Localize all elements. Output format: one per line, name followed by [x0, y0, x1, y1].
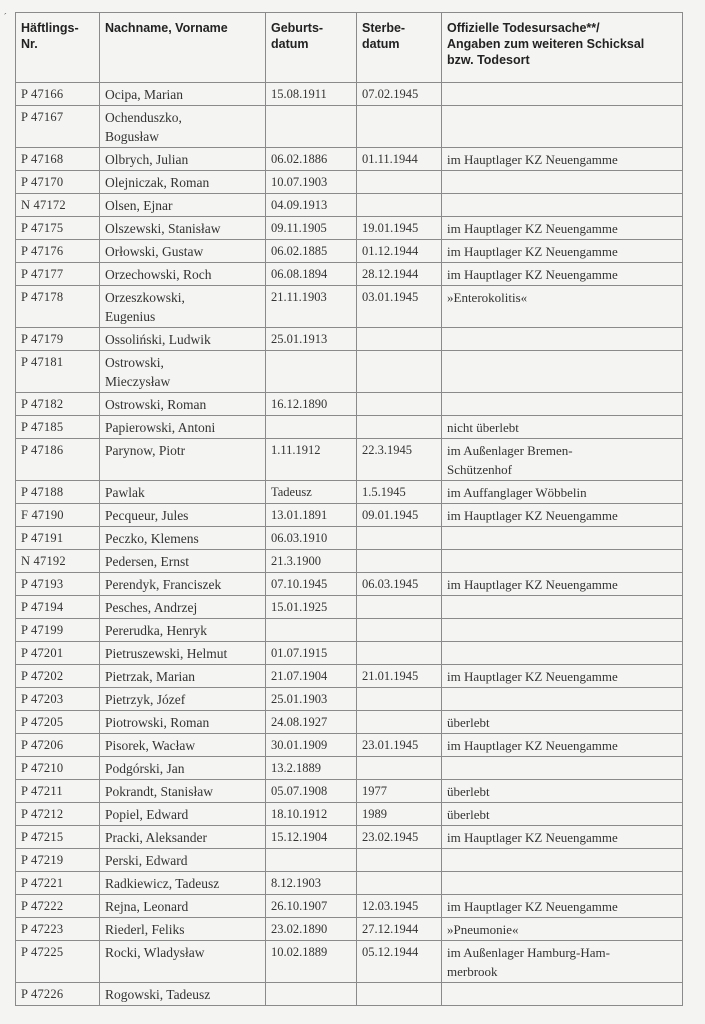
birth-date-cell: 15.01.1925 [266, 596, 357, 619]
birth-date-cell: 30.01.1909 [266, 734, 357, 757]
name-cell: Orzeszkowski, Eugenius [100, 286, 266, 328]
cause-fate-cell: nicht überlebt [442, 416, 683, 439]
prisoner-number-cell: P 47206 [16, 734, 100, 757]
birth-date-cell: 15.08.1911 [266, 83, 357, 106]
table-row [16, 642, 683, 665]
table-row [16, 734, 683, 757]
table-row [16, 504, 683, 527]
birth-date-cell: 09.11.1905 [266, 217, 357, 240]
cause-fate-cell [442, 171, 683, 194]
prisoner-number-cell: P 47186 [16, 439, 100, 481]
name-cell: Olbrych, Julian [100, 148, 266, 171]
prisoner-number-cell: P 47222 [16, 895, 100, 918]
table-row [16, 983, 683, 1006]
birth-date-cell: 18.10.1912 [266, 803, 357, 826]
cause-fate-cell [442, 527, 683, 550]
birth-date-cell: 1.11.1912 [266, 439, 357, 481]
name-cell: Ostrowski, Roman [100, 393, 266, 416]
prisoner-number-cell: P 47194 [16, 596, 100, 619]
prisoner-number-cell: P 47177 [16, 263, 100, 286]
cause-fate-cell: im Außenlager Bremen- Schützenhof [442, 439, 683, 481]
cause-fate-cell [442, 872, 683, 895]
cause-fate-cell [442, 757, 683, 780]
header-label: Nachname, Vorname [105, 21, 228, 35]
table-row [16, 895, 683, 918]
table-row [16, 263, 683, 286]
death-date-cell [357, 642, 442, 665]
cause-fate-cell [442, 642, 683, 665]
death-date-cell: 23.02.1945 [357, 826, 442, 849]
cause-fate-cell [442, 106, 683, 148]
table-row [16, 573, 683, 596]
prisoner-number-cell: P 47179 [16, 328, 100, 351]
birth-date-cell [266, 983, 357, 1006]
death-date-cell [357, 328, 442, 351]
prisoner-number-cell: P 47221 [16, 872, 100, 895]
prisoner-number-cell: P 47201 [16, 642, 100, 665]
birth-date-cell: 10.07.1903 [266, 171, 357, 194]
prisoner-number-cell: N 47172 [16, 194, 100, 217]
death-date-cell [357, 550, 442, 573]
prisoner-number-cell: P 47199 [16, 619, 100, 642]
table-row [16, 803, 683, 826]
birth-date-cell: 06.02.1885 [266, 240, 357, 263]
name-cell: Pedersen, Ernst [100, 550, 266, 573]
birth-date-cell [266, 849, 357, 872]
name-cell: Parynow, Piotr [100, 439, 266, 481]
death-date-cell: 1977 [357, 780, 442, 803]
name-cell: Perendyk, Franciszek [100, 573, 266, 596]
birth-date-cell: 06.08.1894 [266, 263, 357, 286]
birth-date-cell: 21.3.1900 [266, 550, 357, 573]
prisoner-number-cell: P 47181 [16, 351, 100, 393]
birth-date-cell [266, 106, 357, 148]
table-row [16, 481, 683, 504]
prisoner-number-cell: P 47212 [16, 803, 100, 826]
name-cell: Pietrzak, Marian [100, 665, 266, 688]
table-row [16, 619, 683, 642]
name-cell: Pietruszewski, Helmut [100, 642, 266, 665]
cause-fate-cell: »Enterokolitis« [442, 286, 683, 328]
prisoner-number-cell: P 47203 [16, 688, 100, 711]
birth-date-cell: 05.07.1908 [266, 780, 357, 803]
death-date-cell [357, 872, 442, 895]
name-cell: Olszewski, Stanisław [100, 217, 266, 240]
name-cell: Olsen, Ejnar [100, 194, 266, 217]
birth-date-cell: 21.11.1903 [266, 286, 357, 328]
name-cell: Pracki, Aleksander [100, 826, 266, 849]
cause-fate-cell [442, 849, 683, 872]
cause-fate-cell: im Hauptlager KZ Neuengamme [442, 504, 683, 527]
prisoner-number-cell: P 47215 [16, 826, 100, 849]
prisoner-number-cell: P 47176 [16, 240, 100, 263]
death-date-cell [357, 171, 442, 194]
name-cell: Orzechowski, Roch [100, 263, 266, 286]
name-cell: Ocipa, Marian [100, 83, 266, 106]
cause-fate-cell [442, 619, 683, 642]
birth-date-cell: 07.10.1945 [266, 573, 357, 596]
prisoner-number-cell: P 47188 [16, 481, 100, 504]
cause-fate-cell [442, 393, 683, 416]
cause-fate-cell [442, 550, 683, 573]
cause-fate-cell: im Hauptlager KZ Neuengamme [442, 665, 683, 688]
name-cell: Podgórski, Jan [100, 757, 266, 780]
cause-fate-cell [442, 328, 683, 351]
prisoner-number-cell: P 47205 [16, 711, 100, 734]
birth-date-cell: 26.10.1907 [266, 895, 357, 918]
cause-fate-cell: im Hauptlager KZ Neuengamme [442, 263, 683, 286]
prisoner-number-cell: P 47185 [16, 416, 100, 439]
name-cell: Rejna, Leonard [100, 895, 266, 918]
death-date-cell [357, 416, 442, 439]
death-date-cell: 22.3.1945 [357, 439, 442, 481]
name-cell: Pawlak [100, 481, 266, 504]
cause-fate-cell [442, 83, 683, 106]
cause-fate-cell: im Hauptlager KZ Neuengamme [442, 826, 683, 849]
cause-fate-cell [442, 596, 683, 619]
birth-date-cell: 06.03.1910 [266, 527, 357, 550]
death-date-cell: 1.5.1945 [357, 481, 442, 504]
cause-fate-cell: im Hauptlager KZ Neuengamme [442, 217, 683, 240]
prisoner-number-cell: P 47167 [16, 106, 100, 148]
margin-mark: ´ [4, 12, 7, 22]
death-date-cell [357, 849, 442, 872]
death-date-cell [357, 757, 442, 780]
table-row [16, 665, 683, 688]
header-label: Sterbe- datum [362, 21, 406, 51]
birth-date-cell: 06.02.1886 [266, 148, 357, 171]
table-row [16, 171, 683, 194]
birth-date-cell: 25.01.1913 [266, 328, 357, 351]
header-label: Offizielle Todesursache**/ Angaben zum weiteren Schicksal bzw. Todesort [447, 21, 645, 67]
header-name [100, 13, 266, 83]
table-row [16, 148, 683, 171]
birth-date-cell: 23.02.1890 [266, 918, 357, 941]
header-row [16, 13, 683, 83]
cause-fate-cell [442, 351, 683, 393]
name-cell: Rocki, Wladysław [100, 941, 266, 983]
prisoner-number-cell: P 47168 [16, 148, 100, 171]
cause-fate-cell: im Hauptlager KZ Neuengamme [442, 734, 683, 757]
name-cell: Perski, Edward [100, 849, 266, 872]
cause-fate-cell: überlebt [442, 803, 683, 826]
table-row [16, 826, 683, 849]
birth-date-cell: Tadeusz [266, 481, 357, 504]
death-date-cell: 21.01.1945 [357, 665, 442, 688]
prisoner-table [15, 12, 683, 1006]
cause-fate-cell: im Hauptlager KZ Neuengamme [442, 148, 683, 171]
cause-fate-cell: im Auffanglager Wöbbelin [442, 481, 683, 504]
header-prisoner-number [16, 13, 100, 83]
table-row [16, 849, 683, 872]
header-death-date [357, 13, 442, 83]
death-date-cell: 03.01.1945 [357, 286, 442, 328]
name-cell: Radkiewicz, Tadeusz [100, 872, 266, 895]
name-cell: Rogowski, Tadeusz [100, 983, 266, 1006]
death-date-cell: 06.03.1945 [357, 573, 442, 596]
table-row [16, 194, 683, 217]
prisoner-number-cell: P 47223 [16, 918, 100, 941]
prisoner-number-cell: P 47175 [16, 217, 100, 240]
table-row [16, 872, 683, 895]
death-date-cell: 1989 [357, 803, 442, 826]
name-cell: Pietrzyk, Józef [100, 688, 266, 711]
prisoner-number-cell: F 47190 [16, 504, 100, 527]
death-date-cell [357, 619, 442, 642]
table-row [16, 393, 683, 416]
birth-date-cell: 13.2.1889 [266, 757, 357, 780]
prisoner-number-cell: P 47225 [16, 941, 100, 983]
death-date-cell: 12.03.1945 [357, 895, 442, 918]
table-row [16, 351, 683, 393]
table-row [16, 596, 683, 619]
cause-fate-cell: »Pneumonie« [442, 918, 683, 941]
birth-date-cell: 04.09.1913 [266, 194, 357, 217]
name-cell: Papierowski, Antoni [100, 416, 266, 439]
table-row [16, 439, 683, 481]
name-cell: Riederl, Feliks [100, 918, 266, 941]
table-row [16, 217, 683, 240]
death-date-cell: 01.12.1944 [357, 240, 442, 263]
prisoner-number-cell: P 47211 [16, 780, 100, 803]
table-row [16, 527, 683, 550]
prisoner-number-cell: P 47178 [16, 286, 100, 328]
death-date-cell [357, 688, 442, 711]
death-date-cell: 23.01.1945 [357, 734, 442, 757]
birth-date-cell [266, 416, 357, 439]
death-date-cell: 28.12.1944 [357, 263, 442, 286]
header-cause-fate [442, 13, 683, 83]
prisoner-number-cell: P 47170 [16, 171, 100, 194]
header-label: Häftlings- Nr. [21, 21, 79, 51]
name-cell: Ochenduszko, Bogusław [100, 106, 266, 148]
prisoner-number-cell: P 47210 [16, 757, 100, 780]
death-date-cell [357, 983, 442, 1006]
name-cell: Ostrowski, Mieczysław [100, 351, 266, 393]
table-row [16, 286, 683, 328]
birth-date-cell: 13.01.1891 [266, 504, 357, 527]
header-label: Geburts- datum [271, 21, 324, 51]
death-date-cell: 01.11.1944 [357, 148, 442, 171]
death-date-cell [357, 711, 442, 734]
birth-date-cell: 25.01.1903 [266, 688, 357, 711]
name-cell: Olejniczak, Roman [100, 171, 266, 194]
table-row [16, 328, 683, 351]
death-date-cell [357, 106, 442, 148]
birth-date-cell: 01.07.1915 [266, 642, 357, 665]
cause-fate-cell: im Hauptlager KZ Neuengamme [442, 573, 683, 596]
cause-fate-cell: im Hauptlager KZ Neuengamme [442, 895, 683, 918]
cause-fate-cell [442, 194, 683, 217]
prisoner-number-cell: P 47193 [16, 573, 100, 596]
table-row [16, 83, 683, 106]
table-row [16, 941, 683, 983]
death-date-cell: 07.02.1945 [357, 83, 442, 106]
birth-date-cell [266, 351, 357, 393]
table-row [16, 688, 683, 711]
name-cell: Pesches, Andrzej [100, 596, 266, 619]
table-row [16, 416, 683, 439]
cause-fate-cell: überlebt [442, 711, 683, 734]
name-cell: Peczko, Klemens [100, 527, 266, 550]
death-date-cell: 09.01.1945 [357, 504, 442, 527]
death-date-cell: 27.12.1944 [357, 918, 442, 941]
birth-date-cell: 10.02.1889 [266, 941, 357, 983]
prisoner-number-cell: P 47219 [16, 849, 100, 872]
header-birth-date [266, 13, 357, 83]
death-date-cell [357, 527, 442, 550]
death-date-cell [357, 393, 442, 416]
name-cell: Pisorek, Wacław [100, 734, 266, 757]
cause-fate-cell [442, 688, 683, 711]
prisoner-number-cell: P 47202 [16, 665, 100, 688]
cause-fate-cell: im Außenlager Hamburg-Ham- merbrook [442, 941, 683, 983]
name-cell: Ossoliński, Ludwik [100, 328, 266, 351]
name-cell: Orłowski, Gustaw [100, 240, 266, 263]
table-row [16, 550, 683, 573]
table-row [16, 106, 683, 148]
death-date-cell [357, 351, 442, 393]
name-cell: Popiel, Edward [100, 803, 266, 826]
cause-fate-cell: im Hauptlager KZ Neuengamme [442, 240, 683, 263]
death-date-cell [357, 194, 442, 217]
name-cell: Pererudka, Henryk [100, 619, 266, 642]
death-date-cell: 19.01.1945 [357, 217, 442, 240]
table-row [16, 757, 683, 780]
table-row [16, 711, 683, 734]
table-row [16, 240, 683, 263]
prisoner-number-cell: P 47191 [16, 527, 100, 550]
name-cell: Piotrowski, Roman [100, 711, 266, 734]
birth-date-cell [266, 619, 357, 642]
birth-date-cell: 24.08.1927 [266, 711, 357, 734]
name-cell: Pecqueur, Jules [100, 504, 266, 527]
prisoner-number-cell: N 47192 [16, 550, 100, 573]
name-cell: Pokrandt, Stanisław [100, 780, 266, 803]
birth-date-cell: 8.12.1903 [266, 872, 357, 895]
cause-fate-cell: überlebt [442, 780, 683, 803]
death-date-cell [357, 596, 442, 619]
birth-date-cell: 15.12.1904 [266, 826, 357, 849]
table-row [16, 918, 683, 941]
prisoner-number-cell: P 47226 [16, 983, 100, 1006]
death-date-cell: 05.12.1944 [357, 941, 442, 983]
birth-date-cell: 21.07.1904 [266, 665, 357, 688]
table-row [16, 780, 683, 803]
prisoner-number-cell: P 47166 [16, 83, 100, 106]
cause-fate-cell [442, 983, 683, 1006]
birth-date-cell: 16.12.1890 [266, 393, 357, 416]
prisoner-number-cell: P 47182 [16, 393, 100, 416]
